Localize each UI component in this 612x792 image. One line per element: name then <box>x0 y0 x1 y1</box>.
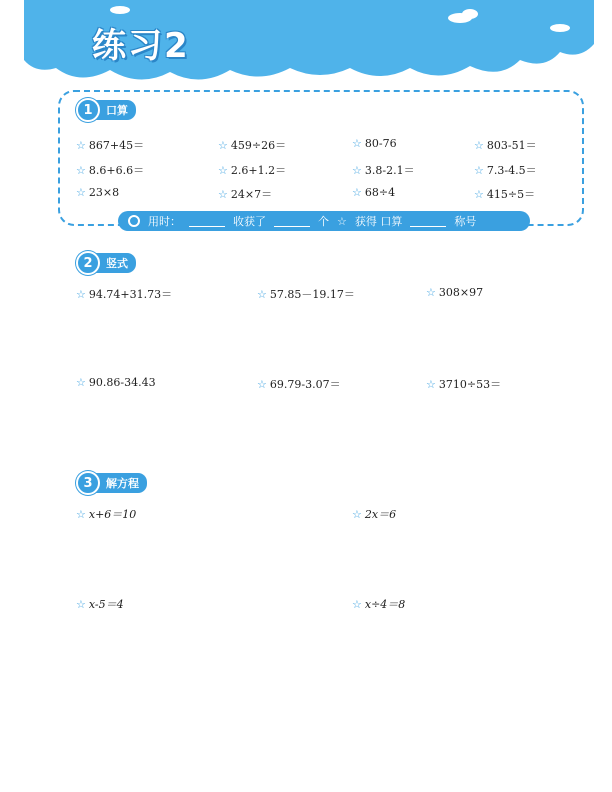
star-icon: ☆ <box>352 163 362 177</box>
star-icon: ☆ <box>76 507 86 521</box>
oral-item: ☆ 23×8 <box>76 186 120 199</box>
clock-icon <box>128 215 140 227</box>
star-icon: ☆ <box>218 138 228 152</box>
page-header <box>0 0 612 92</box>
star-icon: ☆ <box>352 186 362 199</box>
section-3-tag <box>76 474 147 492</box>
star-icon: ☆ <box>76 138 86 152</box>
star-icon: ☆ <box>76 287 86 301</box>
star-icon: ☆ <box>474 187 484 201</box>
vertical-item: ☆ 308×97 <box>426 286 484 299</box>
oral-item: ☆ 415÷5＝ <box>474 187 536 201</box>
star-icon: ☆ <box>352 137 362 150</box>
section-label: 竖式 <box>94 253 136 273</box>
oral-item: ☆ 3.8-2.1＝ <box>352 163 415 177</box>
star-icon: ☆ <box>352 507 362 521</box>
star-icon: ☆ <box>257 287 267 301</box>
count-blank <box>274 216 310 227</box>
star-icon: ☆ <box>337 214 347 228</box>
oral-item: ☆ 459÷26＝ <box>218 138 287 152</box>
star-icon: ☆ <box>218 187 228 201</box>
section-label: 解方程 <box>94 473 147 493</box>
star-icon: ☆ <box>218 163 228 177</box>
vertical-item: ☆ 57.85－19.17＝ <box>257 287 355 301</box>
vertical-item: ☆ 90.86-34.43 <box>76 376 156 389</box>
star-icon: ☆ <box>76 163 86 177</box>
time-label: 用时： <box>148 215 181 228</box>
star-icon: ☆ <box>352 597 362 611</box>
status-bar <box>118 211 530 231</box>
section-label: 口算 <box>94 100 136 120</box>
title-suffix: 称号 <box>454 215 477 228</box>
time-blank <box>189 216 225 227</box>
oral-item: ☆ 8.6+6.6＝ <box>76 163 145 177</box>
star-icon: ☆ <box>474 138 484 152</box>
oral-item: ☆ 80-76 <box>352 137 397 150</box>
vertical-item: ☆ 69.79-3.07＝ <box>257 377 341 391</box>
equation-item: ☆ x÷4＝8 <box>352 597 406 611</box>
section-number: 2 <box>76 251 100 275</box>
oral-item: ☆ 24×7＝ <box>218 187 273 201</box>
oral-item: ☆ 2.6+1.2＝ <box>218 163 287 177</box>
title-blank <box>410 216 446 227</box>
section-number: 1 <box>76 98 100 122</box>
star-icon: ☆ <box>474 163 484 177</box>
star-icon: ☆ <box>76 597 86 611</box>
oral-item: ☆ 867+45＝ <box>76 138 145 152</box>
star-icon: ☆ <box>257 377 267 391</box>
section-number: 3 <box>76 471 100 495</box>
star-icon: ☆ <box>76 186 86 199</box>
equation-item: ☆ 2x＝6 <box>352 507 397 521</box>
unit-label: 个 <box>318 215 329 228</box>
star-icon: ☆ <box>76 376 86 389</box>
section-1-tag <box>76 101 136 119</box>
equation-item: ☆ x-5＝4 <box>76 597 124 611</box>
oral-item: ☆ 803-51＝ <box>474 138 537 152</box>
award-label: 获得 口算 <box>354 215 403 228</box>
equation-item: ☆ x+6＝10 <box>76 507 137 521</box>
oral-item: ☆ 68÷4 <box>352 186 396 199</box>
vertical-item: ☆ 3710÷53＝ <box>426 377 502 391</box>
page-title: 练习2 <box>92 26 190 66</box>
star-icon: ☆ <box>426 286 436 299</box>
section-2-tag <box>76 254 136 272</box>
star-icon: ☆ <box>426 377 436 391</box>
oral-item: ☆ 7.3-4.5＝ <box>474 163 537 177</box>
vertical-item: ☆ 94.74+31.73＝ <box>76 287 173 301</box>
oral-section-box <box>58 90 584 226</box>
got-label: 收获了 <box>233 215 266 228</box>
